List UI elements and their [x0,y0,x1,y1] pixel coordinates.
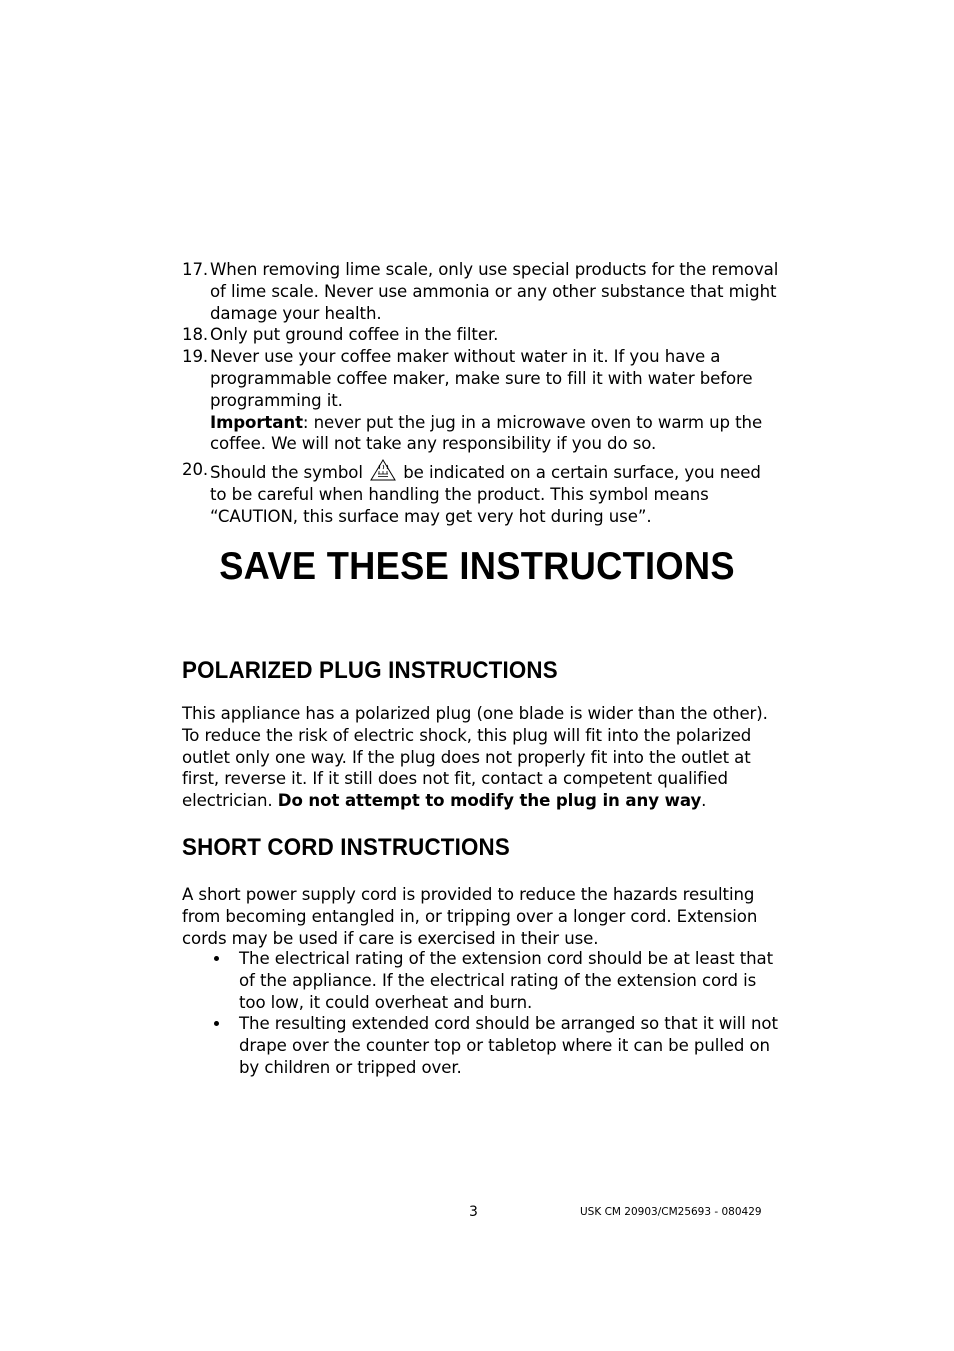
list-item [182,259,782,324]
short-cord-paragraph: A short power supply cord is provided to reduce the hazards resulting from becoming entangled in, or tripping over a longer cord. Extension cords may be used if care is exercised in their use. [182,885,758,948]
bullet-dot [182,1013,239,1078]
important-text: : never put the jug in a microwave oven to warm up the coffee. We will not take any responsibility if you do so. [210,412,763,454]
list-item [182,1013,782,1078]
item-number: 17. [182,260,209,279]
bullet-dot [182,948,239,1013]
item-text: Never use your coffee maker without water in it. If you have a programmable coffee maker, make sure to fill it with water before programming it. [210,347,753,410]
short-cord-bullets [182,948,782,1079]
polarized-warning: Do not attempt to modify the plug in any way [277,791,702,811]
short-cord-heading: SHORT CORD INSTRUCTIONS [182,834,510,861]
page-title: SAVE THESE INSTRUCTIONS [219,545,735,588]
item-text: When removing lime scale, only use special products for the removal of lime scale. Never use ammonia or any other substance that might damage your health. [210,260,779,323]
polarized-paragraph [182,703,782,812]
list-item [182,459,782,527]
item-text-after: be indicated on a certain surface, you need to be careful when handling the product. This symbol means “CAUTION, this surface may get very hot during use”. [210,463,761,526]
safety-list [182,259,782,528]
polarized-heading: POLARIZED PLUG INSTRUCTIONS [182,657,558,684]
item-content [210,346,782,455]
bullet-text: The electrical rating of the extension cord should be at least that of the appliance. If the electrical rating of the extension cord is too low, it could overheat and burn. [239,949,774,1012]
item-text: Only put ground coffee in the filter. [210,325,499,345]
polarized-end: . [701,791,707,811]
hot-surface-caution-icon [370,459,396,481]
item-text-before: Should the symbol [210,463,363,483]
document-code: USK CM 20903/CM25693 - 080429 [580,1206,762,1218]
item-number: 19. [182,347,209,367]
bullet-text: The resulting extended cord should be arranged so that it will not drape over the counter top or tabletop where it can be pulled on by children or tripped over. [239,1014,778,1077]
polarized-text: This appliance has a polarized plug (one blade is wider than the other). To reduce the risk of electric shock, this plug will fit into the polarized outlet only one way. If the plug does not properly fit into the outlet at first, reverse it. If it still does not fit, contact a competent qualified electrician. [182,704,768,811]
item-number: 20. [182,460,209,480]
list-item [182,324,782,346]
item-number: 18. [182,325,209,345]
item-content [210,459,782,527]
list-item [182,346,782,455]
important-label: Important [210,412,303,432]
list-item [182,948,782,1013]
page-number: 3 [469,1204,478,1220]
